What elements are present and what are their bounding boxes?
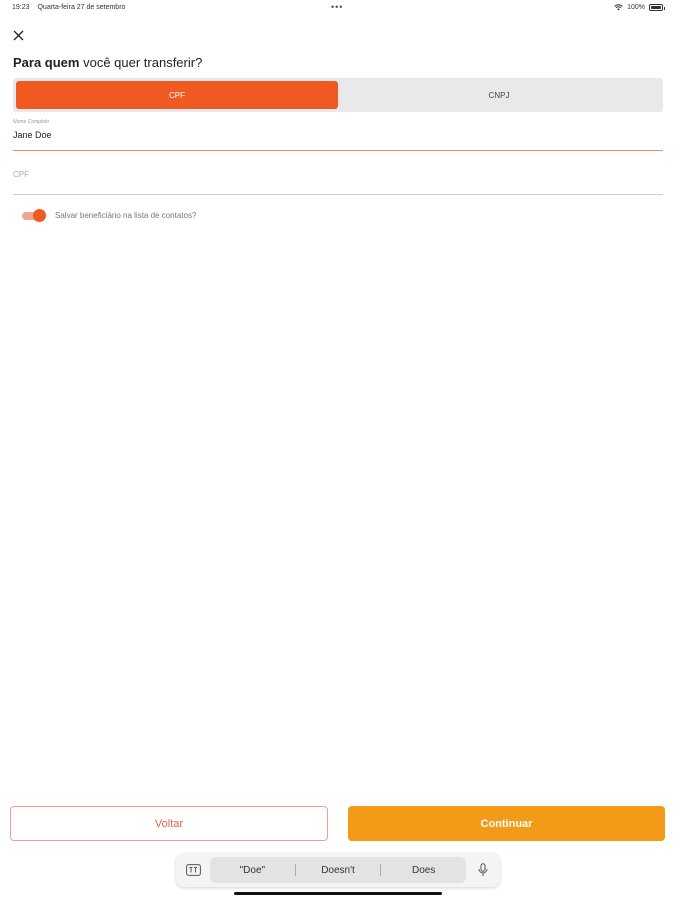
page-title-bold: Para quem [13,55,80,70]
save-contact-row [22,209,196,222]
toggle-knob [33,209,46,222]
close-button[interactable] [10,27,26,43]
save-contact-label: Salvar beneficiário na lista de contatos? [55,211,197,220]
wifi-icon [614,4,623,11]
microphone-icon [478,863,488,877]
battery-fill [651,6,661,9]
status-date: Quarta-feira 27 de setembro [37,4,126,11]
status-bar [0,0,675,16]
close-icon [13,30,24,41]
document-type-tabs [13,78,663,112]
text-format-button[interactable] [182,859,204,881]
battery-icon [649,4,663,11]
status-right [614,4,663,11]
full-name-field[interactable] [13,118,663,151]
tab-cpf[interactable]: CPF [16,81,338,109]
continue-button[interactable]: Continuar [348,806,665,841]
multitasking-dots[interactable]: ••• [331,2,344,12]
back-button[interactable]: Voltar [10,806,328,841]
text-format-icon [186,864,201,876]
keyboard-suggestion-bar [176,853,500,887]
suggestion-2[interactable]: Doesn't [321,864,355,876]
status-time: 19:23 [12,4,30,11]
battery-percent: 100% [627,4,645,11]
page-title [13,55,202,70]
dictation-button[interactable] [472,859,494,881]
tab-cnpj[interactable]: CNPJ [488,90,510,100]
suggestion-group [210,857,466,883]
full-name-label: Nome Completo [13,119,50,125]
home-indicator[interactable] [234,892,442,895]
status-left [12,4,125,11]
cpf-field[interactable] [13,160,663,195]
cpf-placeholder: CPF [13,170,29,179]
page-title-rest: você quer transferir? [79,55,203,70]
suggestion-3[interactable]: Does [412,864,436,876]
suggestion-1[interactable]: "Doe" [239,864,266,876]
save-contact-toggle[interactable] [22,209,46,222]
full-name-value[interactable]: Jane Doe [13,130,52,140]
